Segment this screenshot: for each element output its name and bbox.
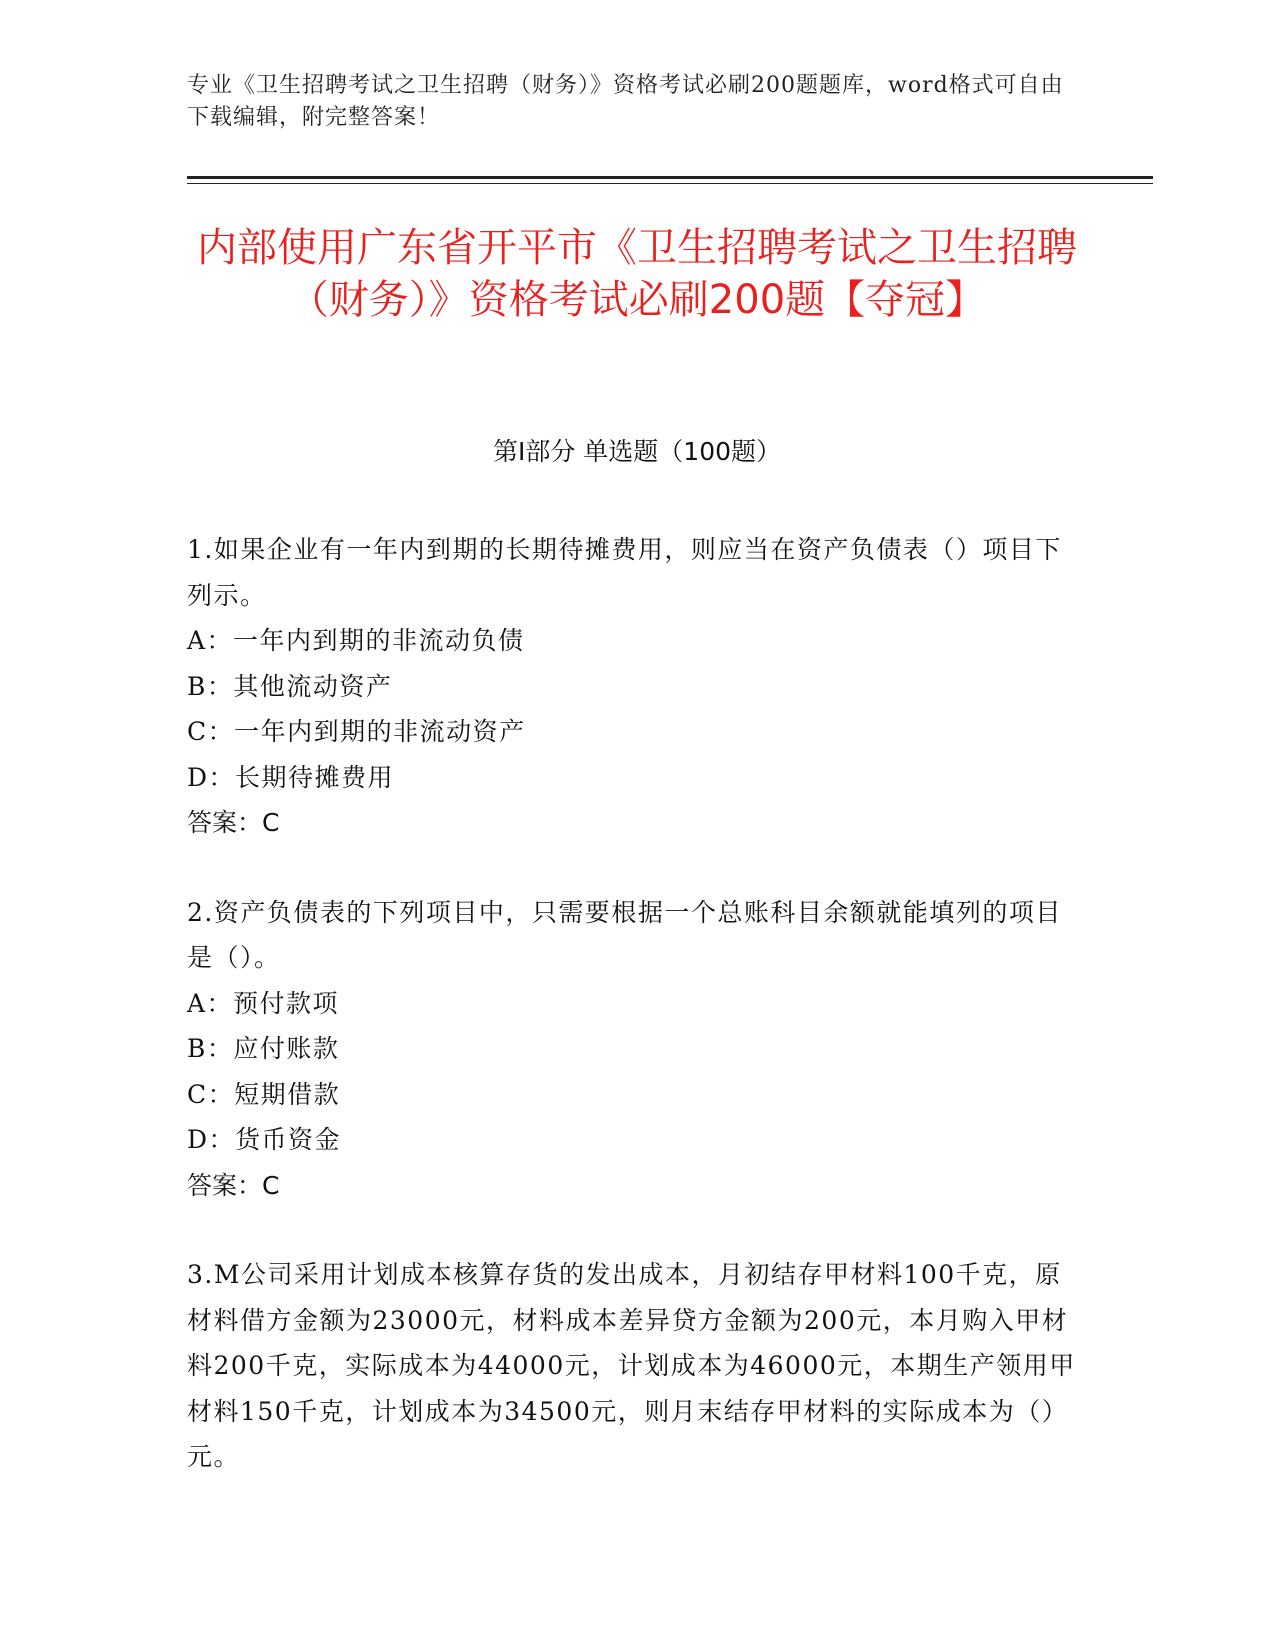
option-c: C：一年内到期的非流动资产 (187, 717, 526, 746)
answer: 答案：C (187, 808, 280, 837)
option-b: B：其他流动资产 (187, 671, 393, 701)
document-title: 内部使用广东省开平市《卫生招聘考试之卫生招聘（财务）》资格考试必刷200题【夺冠】 (197, 225, 1077, 323)
question-2 (187, 890, 1077, 1209)
question-stem: 2.资产负债表的下列项目中，只需要根据一个总账科目余额就能填列的项目是（）。 (187, 897, 1062, 972)
option-b: B：应付账款 (187, 1034, 340, 1063)
header-note: 专业《卫生招聘考试之卫生招聘（财务）》资格考试必刷200题题库，word格式可自由下载编辑，附完整答案！ (187, 73, 1064, 130)
question-stem: 1.如果企业有一年内到期的长期待摊费用，则应当在资产负债表（）项目下列示。 (187, 535, 1062, 610)
question-1 (187, 527, 1077, 846)
option-c: C：短期借款 (187, 1079, 341, 1109)
question-list (187, 527, 1077, 1524)
option-d: D：货币资金 (187, 1125, 342, 1154)
question-3 (187, 1252, 1077, 1480)
section-heading: 第Ⅰ部分 单选题（100题） (492, 437, 782, 466)
question-stem: 3.M公司采用计划成本核算存货的发出成本，月初结存甲材料100千克，原材料借方金额为23000元，材料成本差异贷方金额为200元，本月购入甲材料200千克，实际成本为44000元，计划成本为46000元，本期生产领用甲材料150千克，计划成本为34500元，则月末结存甲材料的实际成本为（）元。 (187, 1260, 1076, 1471)
option-a: A：一年内到期的非流动负债 (187, 626, 525, 655)
option-a: A：预付款项 (187, 988, 340, 1018)
header-divider-thin (187, 183, 1153, 184)
header-divider-thick (187, 176, 1153, 179)
answer: 答案：C (187, 1170, 280, 1200)
option-d: D：长期待摊费用 (187, 762, 395, 792)
